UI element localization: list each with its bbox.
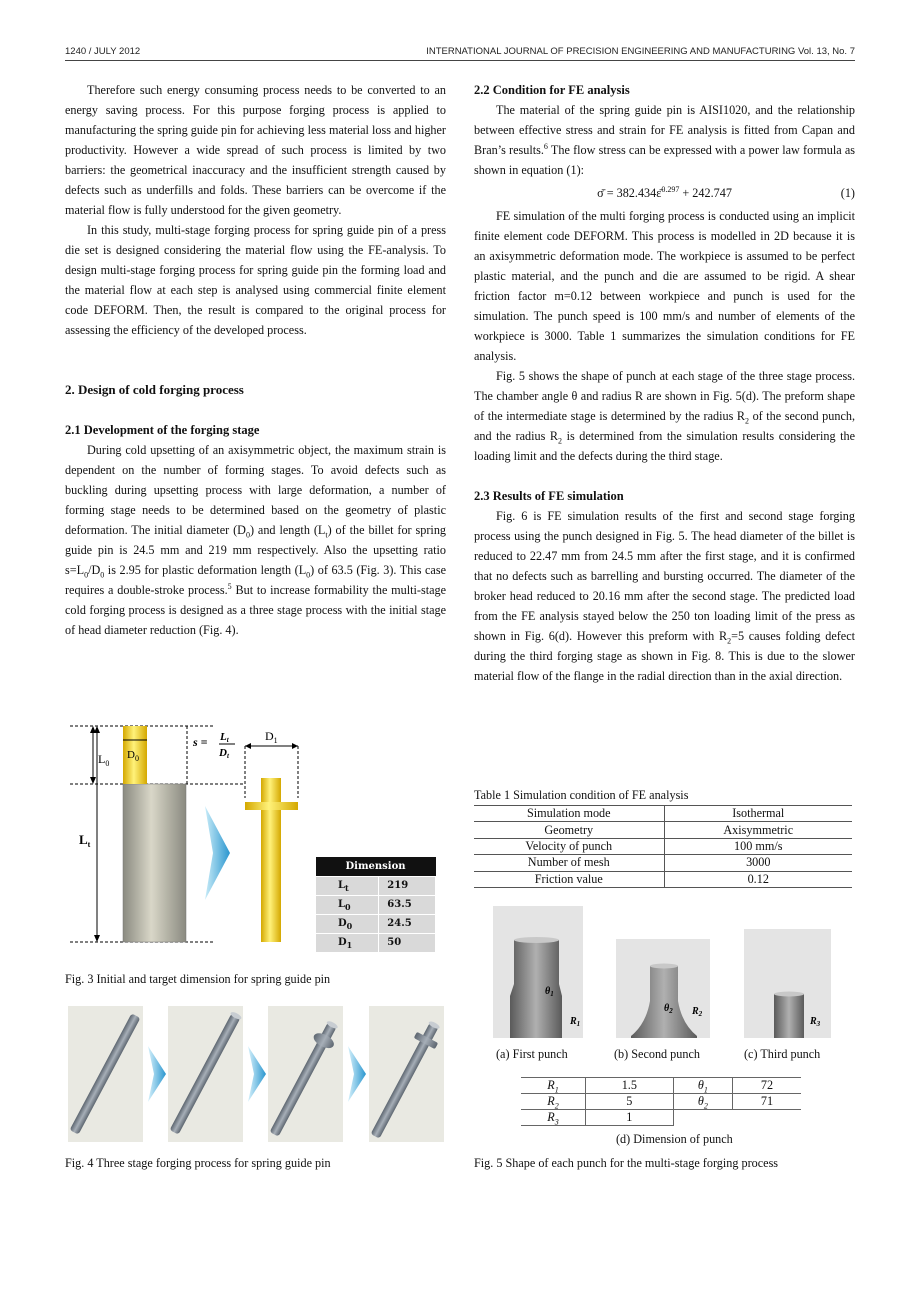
running-header	[65, 46, 855, 62]
header-journal: INTERNATIONAL JOURNAL OF PRECISION ENGINEERING AND MANUFACTURING Vol. 13, No. 7	[426, 46, 855, 57]
table1-caption: Table 1 Simulation condition of FE analysis	[474, 788, 689, 802]
table-row: Number of mesh 3000	[474, 855, 852, 871]
figure-4	[68, 1006, 446, 1144]
formula-s: s =	[193, 735, 208, 749]
fig5-caption: Fig. 5 Shape of each punch for the multi-stage forging process	[474, 1156, 779, 1170]
equation-body: σ̄ = 382.434ε̄$^{0.297}$ + 242.747	[597, 184, 732, 200]
equation-number: (1)	[840, 186, 855, 200]
theta2-label: $\theta_2$	[664, 1003, 673, 1015]
fig5c-caption: (c) Third punch	[744, 1047, 821, 1061]
fig5a-caption: (a) First punch	[496, 1047, 568, 1061]
dim-key: $L_t$	[316, 876, 379, 895]
R1-label: $R_1$	[570, 1016, 581, 1028]
table-row: $R_1$ 1.5 $\theta_1$ 72	[521, 1078, 801, 1094]
simulation-table	[474, 805, 852, 888]
dim-key: $D_0$	[316, 914, 379, 933]
table-row: Friction value 0.12	[474, 871, 852, 887]
label-D0: $D_0$	[127, 749, 139, 763]
punch-dimension-table	[521, 1077, 801, 1126]
equation-1	[474, 180, 855, 206]
dimension-table	[315, 857, 436, 953]
table-row: Simulation mode Isothermal	[474, 806, 852, 822]
fig5d-caption: (d) Dimension of punch	[616, 1132, 733, 1146]
paragraph: Therefore such energy consuming process needs to be converted to an energy saving process. For this purpose forging process is applied to manufacturing the spring guide pin for achieving less material loss and higher productivity. However a wide spread of such process is limited by two barriers: the geometrical inaccuracy and the insufficient strength caused by defects such as underfills and folds. These barriers can be overcome if the material flow is fully understood for the given geometry.	[65, 83, 446, 217]
section-heading: 2. Design of cold forging process	[65, 382, 244, 397]
figure-5-punches	[492, 906, 837, 1042]
header-rule	[65, 60, 855, 61]
right-column	[474, 80, 855, 686]
table-row: Geometry Axisymmetric	[474, 822, 852, 838]
dim-key: $L_0$	[316, 895, 379, 914]
paragraph: In this study, multi-stage forging process for spring guide pin of a press die set is designed considering the material flow using the FE-analysis. To design multi-stage forging process for spring guide pin the forming load and the material flow at each step is analysed using commercial finite element code DEFORM. Then, the result is compared to the original process for assessing the efficiency of the developed process.	[65, 223, 446, 337]
paragraph: The material of the spring guide pin is AISI1020, and the relationship between effective stress and strain for FE analysis is fitted from Capan and Bran’s results.$^6$ The flow stress can be expressed with a power law formula as shown in equation (1):	[474, 103, 855, 177]
fig3-caption: Fig. 3 Initial and target dimension for spring guide pin	[65, 972, 331, 986]
paragraph: During cold upsetting of an axisymmetric object, the maximum strain is dependent on the number of forming stages. To avoid defects such as buckling during upsetting process with large deformation, a number of forming stage needs to be determined based on the geometry of plastic deformation. The initial diameter $(D_0)$ and length $(L_t)$ of the billet for spring guide pin is 24.5 mm and 219 mm respectively. Also the upsetting ratio $s=L_0/D_0$ is 2.95 for plastic deformation length $(L_0)$ of 63.5 (Fig. 3). This case requires a double-stroke process.$^5$ But to increase formability the multi-stage cold forging process is designed as a three stage process with the initial stage of head diameter reduction (Fig. 4).	[65, 443, 447, 637]
dim-value: 50	[379, 933, 436, 952]
dim-value: 63.5	[379, 895, 436, 914]
subsection-heading: 2.3 Results of FE simulation	[474, 489, 624, 503]
paragraph: FE simulation of the multi forging process is conducted using an implicit finite element code DEFORM. This process is modelled in 2D because it is an axisymmetric deformation mode. The workpiece is assumed to be perfect plastic material, and the punch and die are assumed to be rigid. A shear friction factor m=0.12 between workpiece and punch is used for the simulation. The punch speed is 100 mm/s and number of elements of the workpiece is 3000. Table 1 summarizes the simulation conditions for FE analysis.	[474, 209, 855, 363]
table-row: $R_3$ 1	[521, 1110, 801, 1126]
dimension-table-title: Dimension	[316, 857, 436, 876]
left-column	[65, 80, 446, 640]
fig5b-caption: (b) Second punch	[614, 1047, 700, 1061]
dim-value: 219	[379, 876, 436, 895]
table-row: Velocity of punch 100 mm/s	[474, 838, 852, 854]
paragraph: Fig. 6 is FE simulation results of the first and second stage forging process using the punch designed in Fig. 5. The head diameter of the billet is reduced to 22.47 mm from 24.5 mm after the first stage, and it is confirmed that no defects such as barrelling and bursting occurred. The diameter of the broker head reduced to 20.16 mm after the second stage. The predicted load from the FE analysis stayed below the 250 ton loading limit of the press as shown in Fig. 6(d). However this preform with $R_2=5$ causes folding defect during the third forging stage as shown in Fig. 8. This is due to the slower material flow of the flange in the radial direction than in the axial direction.	[474, 509, 855, 683]
formula-den: Dt	[219, 747, 229, 760]
header-page-date: 1240 / JULY 2012	[65, 46, 141, 57]
formula-num: Lt	[220, 731, 229, 744]
R3-label: $R_3$	[810, 1016, 821, 1028]
subsection-heading: 2.1 Development of the forging stage	[65, 423, 260, 437]
table-row: $R_2$ 5 $\theta_2$ 71	[521, 1094, 801, 1110]
label-L0: $L_0$	[98, 752, 110, 768]
R2-label: $R_2$	[692, 1006, 703, 1018]
dim-key: $D_1$	[316, 933, 379, 952]
fig4-caption: Fig. 4 Three stage forging process for spring guide pin	[65, 1156, 331, 1170]
label-D1: $D_1$	[265, 729, 278, 745]
theta1-label: $\theta_1$	[545, 986, 554, 998]
dim-value: 24.5	[379, 914, 436, 933]
paragraph: Fig. 5 shows the shape of punch at each stage of the three stage process. The chamber angle θ and radius R are shown in Fig. 5(d). The preform shape of the intermediate stage is determined by the radius $R_2$ of the second punch, and the radius $R_2$ is determined from the simulation results considering the loading limit and the defects during the third stage.	[474, 369, 855, 463]
label-Lt: $L_t$	[79, 832, 91, 849]
subsection-heading: 2.2 Condition for FE analysis	[474, 83, 630, 97]
